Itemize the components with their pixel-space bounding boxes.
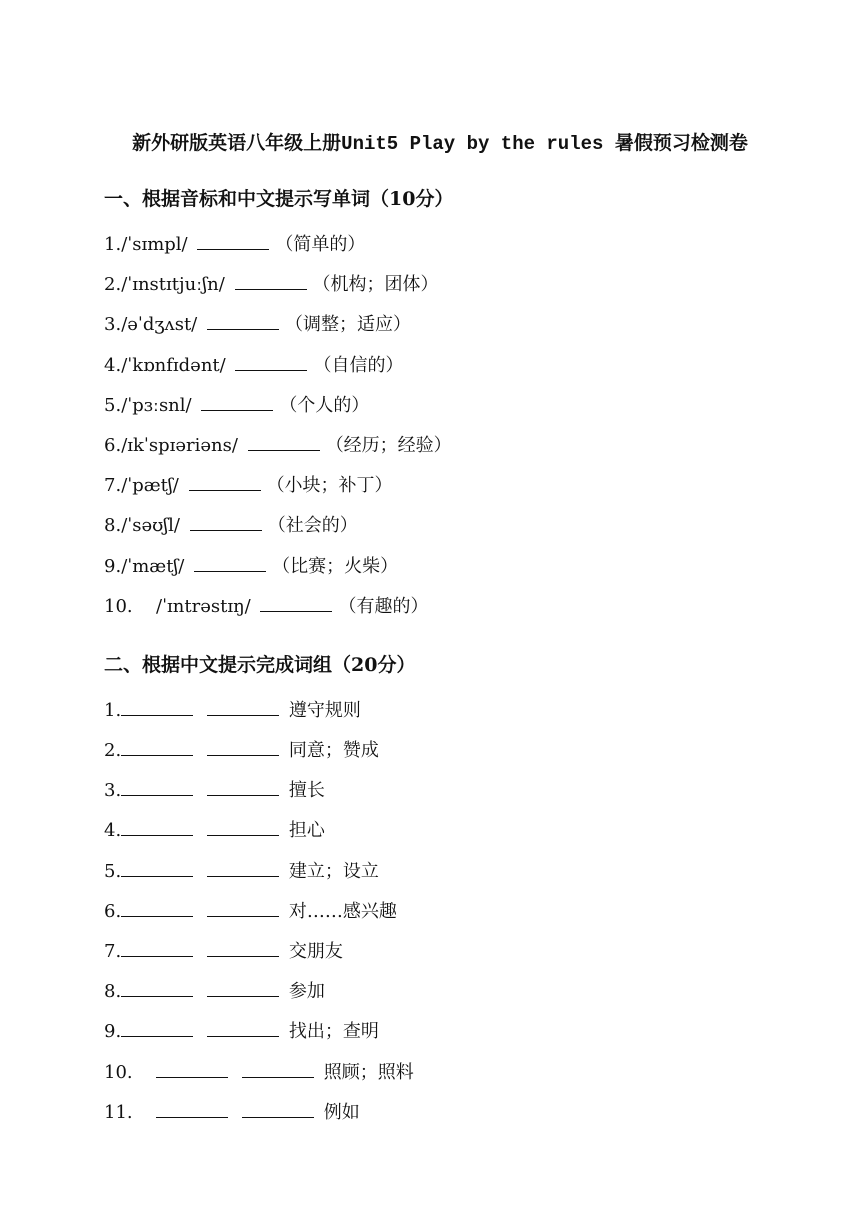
- answer-blank[interactable]: [207, 737, 279, 756]
- answer-blank[interactable]: [207, 817, 279, 836]
- list-item: [104, 892, 780, 932]
- list-item: [104, 225, 780, 265]
- answer-blank[interactable]: [207, 1018, 279, 1037]
- chinese-hint: 对……感兴趣: [288, 900, 397, 922]
- item-number: 3.: [104, 780, 122, 802]
- phonetic-text: /ˈɪnstɪtjuːʃn/: [121, 274, 225, 296]
- list-item: [104, 466, 780, 506]
- answer-blank[interactable]: [235, 271, 307, 290]
- chinese-hint: 担心: [288, 820, 325, 842]
- item-number: 9.: [104, 555, 122, 577]
- chinese-hint: 参加: [288, 981, 325, 1003]
- answer-blank[interactable]: [121, 898, 193, 917]
- list-item: [104, 972, 780, 1012]
- list-item: [104, 852, 780, 892]
- answer-blank[interactable]: [207, 777, 279, 796]
- chinese-hint: 建立；设立: [288, 860, 379, 882]
- item-number: 1.: [104, 699, 122, 721]
- page-title: 新外研版英语八年级上册Unit5 Play by the rules 暑假预习检测卷: [132, 133, 748, 155]
- list-item: [104, 506, 780, 546]
- phonetic-text: /ˈsəʊʃl/: [121, 515, 180, 537]
- chinese-hint: （简单的）: [275, 234, 366, 255]
- phonetic-text: /ɪkˈspɪəriəns/: [121, 434, 238, 456]
- answer-blank[interactable]: [207, 858, 279, 877]
- chinese-hint: （社会的）: [267, 515, 358, 537]
- answer-blank[interactable]: [207, 898, 279, 917]
- list-item: [104, 305, 780, 345]
- list-item: [104, 771, 780, 811]
- chinese-hint: （个人的）: [279, 394, 370, 416]
- answer-blank[interactable]: [207, 938, 279, 957]
- chinese-hint: （机构；团体）: [312, 274, 439, 296]
- chinese-hint: 找出；查明: [288, 1021, 379, 1043]
- phonetic-text: /əˈdʒʌst/: [121, 314, 198, 336]
- answer-blank[interactable]: [197, 231, 269, 250]
- answer-blank[interactable]: [235, 352, 307, 371]
- answer-blank[interactable]: [190, 512, 262, 531]
- list-item: [104, 1012, 780, 1052]
- list-item: [104, 547, 780, 587]
- answer-blank[interactable]: [260, 593, 332, 612]
- chinese-hint: （经历；经验）: [325, 434, 452, 456]
- section1-heading: 一、根据音标和中文提示写单词（10分）: [104, 188, 454, 210]
- list-item: [104, 731, 780, 771]
- answer-blank[interactable]: [121, 1018, 193, 1037]
- list-item: [104, 811, 780, 851]
- list-item: [104, 691, 780, 731]
- item-number: 1.: [104, 234, 122, 255]
- chinese-hint: （小块；补丁）: [266, 475, 393, 497]
- answer-blank[interactable]: [156, 1059, 228, 1078]
- section2-list: [104, 691, 780, 1133]
- phonetic-text: /ˈsɪmpl/: [121, 234, 188, 255]
- answer-blank[interactable]: [207, 311, 279, 330]
- answer-blank[interactable]: [121, 697, 193, 716]
- list-item: [104, 426, 780, 466]
- answer-blank[interactable]: [248, 432, 320, 451]
- answer-blank[interactable]: [121, 978, 193, 997]
- item-number: 5.: [104, 860, 122, 882]
- list-item: [104, 386, 780, 426]
- answer-blank[interactable]: [207, 978, 279, 997]
- item-number: 7.: [104, 941, 122, 962]
- answer-blank[interactable]: [121, 737, 193, 756]
- section2-heading: 二、根据中文提示完成词组（20分）: [104, 653, 416, 676]
- chinese-hint: 例如: [323, 1101, 360, 1123]
- chinese-hint: （调整；适应）: [284, 314, 411, 336]
- answer-blank[interactable]: [121, 938, 193, 957]
- item-number: 10.: [104, 1061, 133, 1083]
- answer-blank[interactable]: [207, 697, 279, 716]
- chinese-hint: （自信的）: [313, 354, 404, 376]
- answer-blank[interactable]: [242, 1099, 314, 1118]
- answer-blank[interactable]: [242, 1059, 314, 1078]
- item-number: 5.: [104, 394, 122, 416]
- phonetic-text: /ˈɪntrəstɪŋ/: [156, 595, 251, 617]
- phonetic-text: /ˈkɒnfɪdənt/: [121, 354, 226, 376]
- answer-blank[interactable]: [156, 1099, 228, 1118]
- list-item: [104, 932, 780, 972]
- chinese-hint: 遵守规则: [288, 699, 361, 721]
- chinese-hint: 交朋友: [288, 941, 343, 962]
- answer-blank[interactable]: [121, 817, 193, 836]
- answer-blank[interactable]: [189, 472, 261, 491]
- chinese-hint: （比赛；火柴）: [272, 555, 399, 577]
- list-item: [104, 587, 780, 627]
- item-number: 3.: [104, 314, 122, 336]
- item-number: 6.: [104, 900, 122, 922]
- list-item: [104, 346, 780, 386]
- answer-blank[interactable]: [121, 777, 193, 796]
- item-number: 10.: [104, 595, 133, 617]
- item-number: 9.: [104, 1021, 122, 1043]
- item-number: 4.: [104, 354, 122, 376]
- chinese-hint: 擅长: [288, 780, 325, 802]
- item-number: 8.: [104, 981, 122, 1003]
- answer-blank[interactable]: [121, 858, 193, 877]
- list-item: [104, 265, 780, 305]
- item-number: 2.: [104, 740, 122, 762]
- item-number: 8.: [104, 515, 122, 537]
- item-number: 11.: [104, 1101, 133, 1123]
- list-item: [104, 1093, 780, 1133]
- chinese-hint: （有趣的）: [338, 595, 429, 617]
- answer-blank[interactable]: [194, 553, 266, 572]
- phonetic-text: /ˈmætʃ/: [121, 555, 185, 577]
- item-number: 6.: [104, 434, 122, 456]
- title-wrap: [80, 128, 800, 155]
- section1-list: [104, 225, 780, 627]
- phonetic-text: /ˈpɜːsnl/: [121, 394, 192, 416]
- item-number: 7.: [104, 475, 122, 497]
- chinese-hint: 照顾；照料: [323, 1061, 414, 1083]
- chinese-hint: 同意；赞成: [288, 740, 379, 762]
- item-number: 4.: [104, 820, 122, 842]
- item-number: 2.: [104, 274, 122, 296]
- list-item: [104, 1053, 780, 1093]
- answer-blank[interactable]: [201, 392, 273, 411]
- phonetic-text: /ˈpætʃ/: [121, 475, 179, 497]
